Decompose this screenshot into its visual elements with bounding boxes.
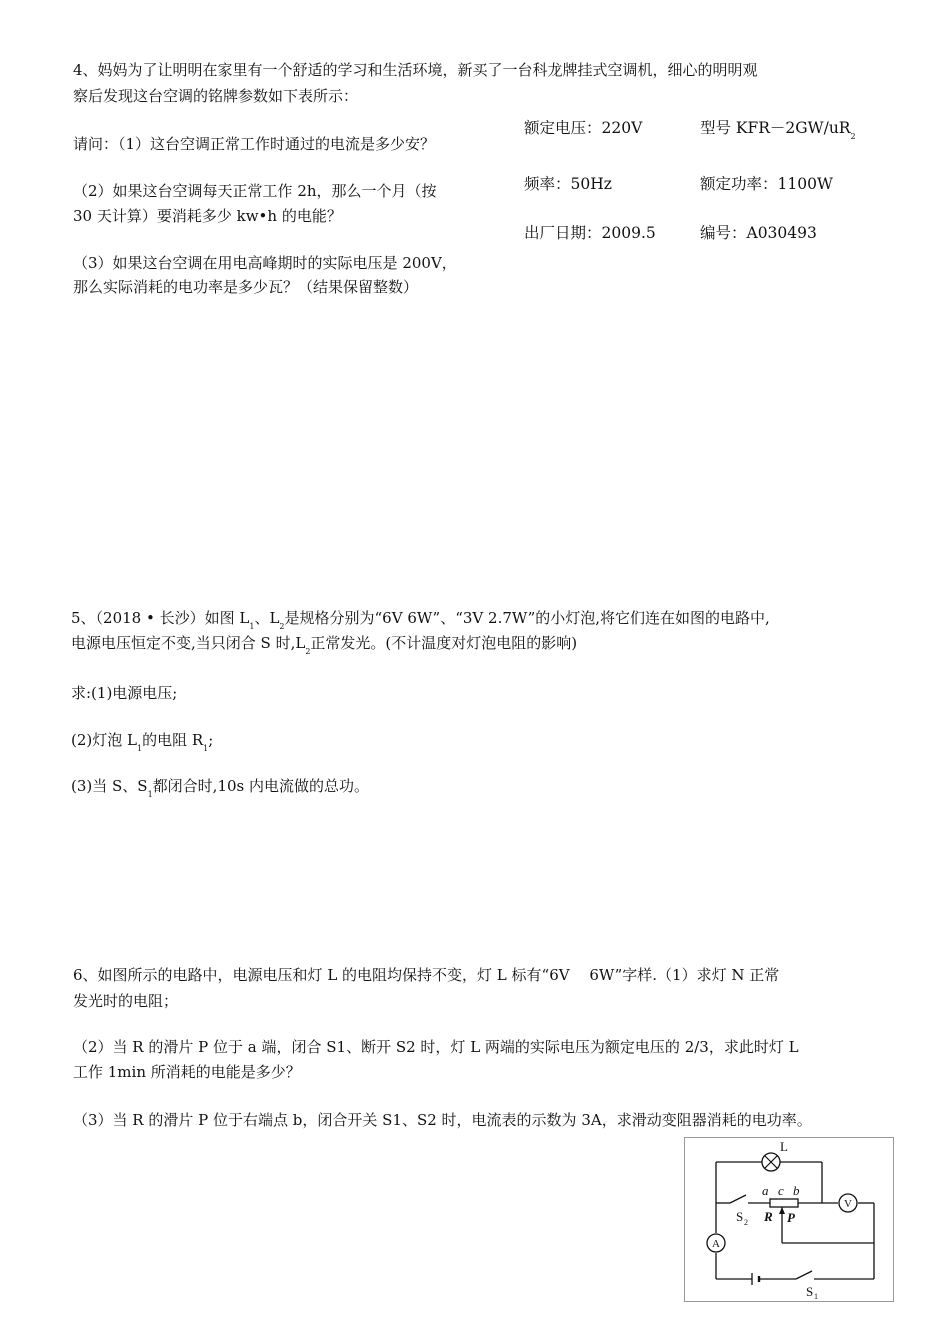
q4-intro-line1: 4、妈妈为了让明明在家里有一个舒适的学习和生活环境，新买了一台科龙牌挂式空调机，细心的明明观 [73,61,758,79]
q6-line2: 发光时的电阻； [73,992,179,1010]
resistor-label: R [764,1209,773,1224]
q6-question-2-line1: （2）当 R 的滑片 P 位于 a 端，闭合 S1、断开 S2 时，灯 L 两端的实际电压为额定电压的 2/3，求此时灯 L [73,1038,799,1056]
slider-arrow-icon [779,1207,785,1214]
switch-s1-sub: 1 [814,1292,818,1301]
terminal-a-label: a [762,1183,769,1198]
ammeter-label: A [712,1238,720,1250]
nameplate-rated-voltage: 额定电压：220V [524,119,643,137]
q6-line1: 6、如图所示的电路中，电源电压和灯 L 的电阻均保持不变，灯 L 标有“6V 6W”字样.（1）求灯 N 正常 [73,966,780,984]
resistor-r [770,1199,798,1207]
slider-label: P [787,1210,795,1225]
terminal-c-label: c [778,1183,784,1198]
switch-s1-label: S [806,1284,814,1299]
switch-s2-blade [730,1195,746,1203]
q4-question-2-line1: （2）如果这台空调每天正常工作 2h，那么一个月（按 [73,182,437,200]
nameplate-date: 出厂日期：2009.5 [524,224,656,242]
q5-line1: 5、（2018 • 长沙）如图 $L_1$、$L_2$是规格分别为“6V 6W”、“3V 2.7W”的小灯泡,将它们连在如图的电路中, [71,609,770,631]
q6-question-3: （3）当 R 的滑片 P 位于右端点 b，闭合开关 S1、S2 时，电流表的示数为 3A，求滑动变阻器消耗的电功率。 [73,1111,812,1129]
q5-line2: 电源电压恒定不变,当只闭合 S 时$,L_2$正常发光。(不计温度对灯泡电阻的影响) [71,634,578,656]
switch-s1-blade [796,1271,812,1279]
q4-question-3-line2: 那么实际消耗的电功率是多少瓦？（结果保留整数） [73,278,419,296]
q4-question-3-line1: （3）如果这台空调在用电高峰期时的实际电压是 200V， [73,254,457,272]
q5-ask: 求:(1)电源电压; [71,684,178,702]
switch-s2-label: S [736,1209,744,1224]
switch-s2-sub: 2 [744,1218,748,1227]
circuit-diagram [684,1137,894,1302]
q4-question-2-line2: 30 天计算）要消耗多少 kw•h 的电能？ [73,207,342,225]
lamp-label: L [780,1139,788,1154]
voltmeter-label: V [844,1198,852,1210]
nameplate-serial: 编号：A030493 [700,224,817,242]
q5-part-2: (2)灯泡 $L_1$的电阻 $R_1$; [71,731,214,753]
terminal-b-label: b [793,1183,800,1198]
nameplate-model: 型号 $KFR-2GW/uR_2$ [700,119,856,141]
q4-question-1: 请问：（1）这台空调正常工作时通过的电流是多少安？ [73,135,436,153]
nameplate-rated-power: 额定功率：1100W [700,175,833,193]
nameplate-frequency: 频率：50Hz [524,175,612,193]
q5-part-3: (3)当 S、$S_1$都闭合时,10s 内电流做的总功。 [71,777,369,799]
q6-question-2-line2: 工作 1min 所消耗的电能是多少？ [73,1063,301,1081]
q4-intro-line2: 察后发现这台空调的铭牌参数如下表所示： [73,87,359,105]
